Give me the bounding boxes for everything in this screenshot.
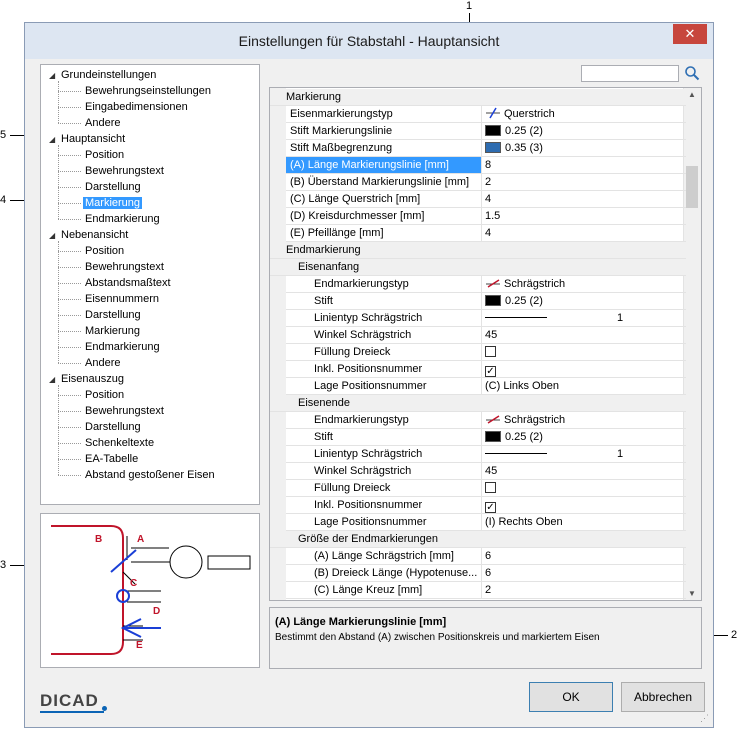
property-name <box>286 123 481 140</box>
property-name <box>286 208 481 225</box>
tree-item[interactable] <box>83 307 143 323</box>
tree-node[interactable] <box>49 131 127 147</box>
tree-item-label: Eingabedimensionen <box>85 101 188 113</box>
property-value[interactable] <box>481 361 686 378</box>
resize-grip-icon[interactable]: ⋰ <box>700 713 709 723</box>
tree-item-label: Darstellung <box>85 421 141 433</box>
property-name <box>286 174 481 191</box>
tree-item-label: Abstand gestoßener Eisen <box>85 469 215 481</box>
property-name <box>286 327 481 344</box>
tree-item-label: Markierung <box>85 325 141 337</box>
tree-item[interactable] <box>83 291 161 307</box>
grid-row[interactable] <box>270 191 686 208</box>
property-value[interactable] <box>481 276 686 293</box>
tree-item[interactable] <box>83 83 213 99</box>
cancel-button[interactable]: Abbrechen <box>621 682 705 712</box>
property-value[interactable] <box>481 514 686 531</box>
property-name-text: Winkel Schrägstrich <box>314 329 412 341</box>
title-bar[interactable] <box>25 23 713 59</box>
property-value-text: 0.35 (3) <box>505 142 543 154</box>
tree-item-label: Darstellung <box>85 309 141 321</box>
tree-item[interactable] <box>83 211 162 227</box>
property-value[interactable] <box>481 208 686 225</box>
grid-category[interactable] <box>270 242 686 259</box>
tree-connector <box>58 475 81 476</box>
tree-connector <box>58 363 81 364</box>
property-name <box>270 531 686 548</box>
property-name <box>286 582 481 599</box>
dialog-title: Einstellungen für Stabstahl - Hauptansicht <box>238 33 500 49</box>
property-name <box>270 242 686 259</box>
grid-row[interactable] <box>270 582 686 599</box>
property-value[interactable] <box>481 548 686 565</box>
tree-node[interactable] <box>49 371 126 387</box>
property-name <box>286 225 481 242</box>
tree-item[interactable] <box>83 419 143 435</box>
grid-row[interactable] <box>270 123 686 140</box>
grid-row[interactable] <box>270 514 686 531</box>
tree-item-label: Bewehrungstext <box>85 165 164 177</box>
grid-category[interactable] <box>270 531 686 548</box>
grid-row[interactable] <box>270 463 686 480</box>
search-input[interactable] <box>581 65 679 82</box>
property-name-text: (A) Länge Markierungslinie [mm] <box>290 159 449 171</box>
settings-tree[interactable] <box>40 64 260 505</box>
property-name <box>286 106 481 123</box>
property-name <box>286 276 481 293</box>
property-value-text: 0.25 (2) <box>505 431 543 443</box>
property-value-text: 1 <box>617 312 624 324</box>
grid-row[interactable] <box>270 157 686 174</box>
property-name-text: Stift <box>314 295 333 307</box>
settings-dialog <box>24 22 714 728</box>
property-name-text: Linientyp Schrägstrich <box>314 448 423 460</box>
tree-item-label: Nebenansicht <box>61 229 129 241</box>
property-value[interactable] <box>481 191 686 208</box>
property-value-text: 2 <box>485 176 492 188</box>
tree-item[interactable] <box>83 435 156 451</box>
property-name <box>286 429 481 446</box>
tree-connector <box>58 299 81 300</box>
description-text: Bestimmt den Abstand (A) zwischen Positionskreis und markiertem Eisen <box>275 632 600 643</box>
expand-triangle-icon[interactable]: ◢ <box>49 71 56 80</box>
tree-item-label: EA-Tabelle <box>85 453 139 465</box>
grid-category[interactable] <box>270 89 686 106</box>
property-name <box>286 565 481 582</box>
property-value[interactable] <box>481 327 686 344</box>
tree-item[interactable] <box>83 179 143 195</box>
dimension-label: C <box>130 578 138 589</box>
property-value-text: 4 <box>485 193 492 205</box>
tree-connector <box>58 91 81 92</box>
property-value[interactable] <box>481 378 686 395</box>
tree-connector <box>58 331 81 332</box>
description-panel <box>269 607 702 669</box>
dicad-logo: DICAD <box>40 691 99 710</box>
grid-row[interactable] <box>270 225 686 242</box>
property-value-text: 6 <box>485 550 492 562</box>
tree-item[interactable] <box>83 323 142 339</box>
grid-row[interactable] <box>270 140 686 157</box>
tree-item[interactable] <box>83 387 126 403</box>
grid-row[interactable] <box>270 293 686 310</box>
scroll-up-icon[interactable]: ▲ <box>688 90 696 99</box>
property-name-text: Linientyp Schrägstrich <box>314 312 423 324</box>
tree-connector <box>58 107 81 108</box>
color-swatch <box>485 142 501 153</box>
property-name-text: Füllung Dreieck <box>314 346 391 358</box>
property-name <box>270 89 686 106</box>
property-value[interactable] <box>481 225 686 242</box>
tree-item-label: Hauptansicht <box>61 133 126 145</box>
property-value-text: 2 <box>485 584 492 596</box>
tree-item[interactable] <box>83 275 173 291</box>
grid-row[interactable] <box>270 344 686 361</box>
grid-row[interactable] <box>270 480 686 497</box>
property-name-text: Eisenmarkierungstyp <box>290 108 393 120</box>
property-name-text: (D) Kreisdurchmesser [mm] <box>290 210 425 222</box>
property-name-text: (C) Länge Kreuz [mm] <box>314 584 423 596</box>
property-name <box>286 310 481 327</box>
checkbox[interactable]: ✓ <box>486 366 495 377</box>
tree-item[interactable] <box>83 99 190 115</box>
property-value[interactable] <box>481 310 686 327</box>
property-name-text: Stift Markierungslinie <box>290 125 393 137</box>
tree-connector <box>58 187 81 188</box>
tree-guide <box>58 81 59 123</box>
tree-connector <box>58 443 81 444</box>
property-value-text: 0.25 (2) <box>505 295 543 307</box>
callout-4: 4 <box>0 194 7 206</box>
tree-connector <box>58 411 81 412</box>
grid-category[interactable] <box>270 395 686 412</box>
property-name-text: Stift <box>314 431 333 443</box>
property-value-text: 4 <box>485 227 492 239</box>
property-name-text: Eisenanfang <box>298 261 360 273</box>
grid-row[interactable] <box>270 208 686 225</box>
close-button[interactable] <box>673 24 707 44</box>
property-name-text: Endmarkierung <box>286 244 361 256</box>
schraegstrich-icon <box>485 277 501 289</box>
position-circle <box>170 546 202 578</box>
tree-guide <box>58 145 59 219</box>
property-name <box>286 514 481 531</box>
tree-item-label: Endmarkierung <box>85 341 160 353</box>
grid-row[interactable] <box>270 548 686 565</box>
property-name-text: (B) Überstand Markierungslinie [mm] <box>290 176 470 188</box>
tree-item[interactable] <box>83 467 217 483</box>
expand-triangle-icon[interactable]: ◢ <box>49 231 56 240</box>
property-name <box>286 463 481 480</box>
tree-item[interactable] <box>83 259 166 275</box>
dimension-label: D <box>153 606 161 617</box>
tree-item-label: Andere <box>85 117 121 129</box>
property-name-text: Stift Maßbegrenzung <box>290 142 393 154</box>
tree-item-label: Position <box>85 245 125 257</box>
tree-item[interactable] <box>83 355 122 371</box>
grid-row[interactable] <box>270 497 686 514</box>
property-name <box>286 378 481 395</box>
color-swatch <box>485 295 501 306</box>
property-value-text: Schrägstrich <box>504 278 566 290</box>
property-name-text: Inkl. Positionsnummer <box>314 499 423 511</box>
property-value[interactable] <box>481 429 686 446</box>
property-name-text: Eisenende <box>298 397 350 409</box>
expand-triangle-icon[interactable]: ◢ <box>49 375 56 384</box>
tree-item-label: Bewehrungstext <box>85 405 164 417</box>
close-icon: ✕ <box>684 26 696 41</box>
color-swatch <box>485 431 501 442</box>
property-value[interactable] <box>481 293 686 310</box>
property-name <box>286 140 481 157</box>
property-value-text: 8 <box>485 159 492 171</box>
callout-5: 5 <box>0 129 7 141</box>
property-value-text: 6 <box>485 567 492 579</box>
checkbox[interactable]: ✓ <box>486 502 495 513</box>
property-name-text: Inkl. Positionsnummer <box>314 363 423 375</box>
tree-item-label: Grundeinstellungen <box>61 69 157 81</box>
tree-item-label: Andere <box>85 357 121 369</box>
tree-item[interactable] <box>83 403 166 419</box>
tree-connector <box>58 459 81 460</box>
property-value[interactable] <box>481 565 686 582</box>
callout-3: 3 <box>0 559 7 571</box>
expand-triangle-icon[interactable]: ◢ <box>49 135 56 144</box>
grid-category[interactable] <box>270 259 686 276</box>
property-value-text: 45 <box>485 465 498 477</box>
property-value[interactable] <box>481 463 686 480</box>
grid-row[interactable] <box>270 565 686 582</box>
grid-row[interactable] <box>270 174 686 191</box>
property-name <box>286 548 481 565</box>
property-name <box>270 259 686 276</box>
tree-item-label: Schenkeltexte <box>85 437 155 449</box>
tree-connector <box>58 395 81 396</box>
property-value[interactable] <box>481 106 686 123</box>
grid-row[interactable] <box>270 106 686 123</box>
scrollbar-thumb[interactable] <box>686 166 698 208</box>
tree-item[interactable] <box>83 339 162 355</box>
property-name-text: (B) Dreieck Länge (Hypotenuse... <box>314 567 478 579</box>
property-name <box>270 395 686 412</box>
linetype-sample <box>485 317 547 318</box>
tree-item-label: Position <box>85 149 125 161</box>
tree-connector <box>58 267 81 268</box>
marking-preview <box>40 513 260 668</box>
grid-row[interactable] <box>270 378 686 395</box>
tree-connector <box>58 251 81 252</box>
property-name <box>286 361 481 378</box>
tree-guide <box>58 241 59 363</box>
property-name-text: (C) Länge Querstrich [mm] <box>290 193 421 205</box>
property-value-text: (C) Links Oben <box>485 380 559 392</box>
tree-item[interactable] <box>83 451 140 467</box>
tree-connector <box>58 155 81 156</box>
tree-item[interactable] <box>83 243 126 259</box>
property-value-text: 1 <box>617 448 624 460</box>
tree-item-label: Endmarkierung <box>85 213 160 225</box>
property-value[interactable] <box>481 123 686 140</box>
grid-row[interactable] <box>270 429 686 446</box>
property-value-text: Schrägstrich <box>504 414 566 426</box>
property-value[interactable] <box>481 344 686 361</box>
property-name <box>286 157 481 174</box>
tree-item[interactable] <box>83 115 122 131</box>
tree-item-label: Eisenauszug <box>61 373 124 385</box>
property-name-text: Lage Positionsnummer <box>314 516 427 528</box>
property-name-text: Endmarkierungstyp <box>314 414 409 426</box>
property-value[interactable] <box>481 140 686 157</box>
grid-row[interactable] <box>270 276 686 293</box>
grid-row[interactable] <box>270 310 686 327</box>
property-grid[interactable] <box>269 87 702 601</box>
property-name <box>286 446 481 463</box>
property-value-text: (I) Rechts Oben <box>485 516 563 528</box>
querstrich-icon <box>485 107 501 119</box>
dimension-label: A <box>137 534 145 545</box>
property-name <box>286 497 481 514</box>
tree-connector <box>58 347 81 348</box>
linetype-sample <box>485 453 547 454</box>
tree-item-label: Eisennummern <box>85 293 159 305</box>
tree-item-label: Abstandsmaßtext <box>85 277 171 289</box>
dimension-label: B <box>95 534 103 545</box>
tree-item-label: Markierung <box>85 197 141 209</box>
tree-item-label: Bewehrungseinstellungen <box>85 85 211 97</box>
tree-node[interactable] <box>49 67 158 83</box>
checkbox[interactable] <box>485 346 496 357</box>
callout-2: 2 <box>731 629 738 641</box>
dimension-label: E <box>136 640 143 651</box>
schraegstrich-icon <box>485 413 501 425</box>
tree-connector <box>58 315 81 316</box>
property-value[interactable] <box>481 412 686 429</box>
property-value-text: 45 <box>485 329 498 341</box>
tree-item[interactable] <box>83 163 166 179</box>
tree-item[interactable] <box>83 147 126 163</box>
tree-connector <box>58 171 81 172</box>
property-value[interactable] <box>481 174 686 191</box>
property-name-text: Markierung <box>286 91 342 103</box>
marking-diagram <box>41 514 259 667</box>
grid-row[interactable] <box>270 446 686 463</box>
property-value[interactable] <box>481 480 686 497</box>
property-name <box>286 293 481 310</box>
callout-1: 1 <box>466 0 473 12</box>
property-name-text: Lage Positionsnummer <box>314 380 427 392</box>
tree-connector <box>58 219 81 220</box>
property-value-text: 1.5 <box>485 210 501 222</box>
property-name-text: Füllung Dreieck <box>314 482 391 494</box>
tree-guide <box>58 385 59 475</box>
tree-connector <box>58 427 81 428</box>
property-value[interactable] <box>481 497 686 514</box>
grid-row[interactable] <box>270 361 686 378</box>
property-name <box>286 344 481 361</box>
logo-dot <box>102 706 107 711</box>
grid-row[interactable] <box>270 327 686 344</box>
property-value[interactable] <box>481 582 686 599</box>
tree-connector <box>58 283 81 284</box>
tree-item[interactable] <box>83 195 142 211</box>
property-name <box>286 480 481 497</box>
tree-item-label: Position <box>85 389 125 401</box>
property-name <box>286 191 481 208</box>
scroll-down-icon[interactable]: ▼ <box>688 589 696 598</box>
property-value[interactable] <box>481 446 686 463</box>
tree-item-label: Bewehrungstext <box>85 261 164 273</box>
property-name <box>286 412 481 429</box>
ok-button[interactable]: OK <box>529 682 613 712</box>
grid-row[interactable] <box>270 412 686 429</box>
tree-item-label: Darstellung <box>85 181 141 193</box>
property-name-text: (E) Pfeillänge [mm] <box>290 227 384 239</box>
tree-node[interactable] <box>49 227 130 243</box>
property-name-text: Winkel Schrägstrich <box>314 465 412 477</box>
checkbox[interactable] <box>485 482 496 493</box>
rebar-path <box>51 526 123 654</box>
property-name-text: (A) Länge Schrägstrich [mm] <box>314 550 454 562</box>
description-title: (A) Länge Markierungslinie [mm] <box>275 616 447 628</box>
logo-underline <box>40 711 104 713</box>
search-icon[interactable] <box>684 65 700 81</box>
property-value-text: 0.25 (2) <box>505 125 543 137</box>
property-value[interactable] <box>481 157 686 174</box>
tree-connector <box>58 123 81 124</box>
property-value-text: Querstrich <box>504 108 555 120</box>
tree-connector <box>58 203 81 204</box>
property-name-text: Größe der Endmarkierungen <box>298 533 439 545</box>
color-swatch <box>485 125 501 136</box>
property-name-text: Endmarkierungstyp <box>314 278 409 290</box>
